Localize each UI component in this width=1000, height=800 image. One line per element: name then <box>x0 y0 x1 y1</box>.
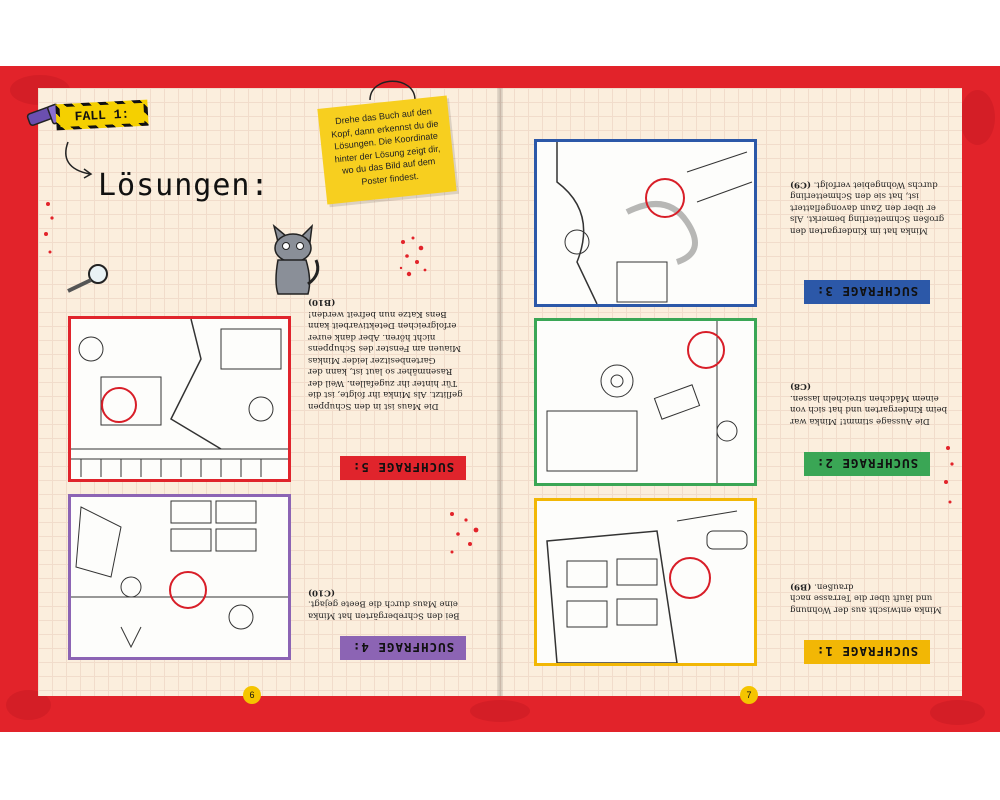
question-label-4: SUCHFRAGE 4: <box>340 636 466 660</box>
question-label-5: SUCHFRAGE 5: <box>340 456 466 480</box>
red-dots-decoration <box>940 440 960 520</box>
paint-splatter <box>960 90 995 145</box>
drawing-kindergarten-playground <box>537 142 754 304</box>
answer-text-5 <box>308 296 468 411</box>
drawing-apartment-building <box>537 501 754 663</box>
question-label-3: SUCHFRAGE 3: <box>804 280 930 304</box>
red-dots-decoration <box>395 232 433 284</box>
badge-label: FALL 1: <box>60 103 145 127</box>
answer-1-coordinate: (B9) <box>790 581 812 592</box>
instruction-note <box>317 95 456 204</box>
solution-circle <box>645 178 685 218</box>
cat-icon <box>264 224 324 300</box>
instruction-text: Drehe das Buch auf den Kopf, dann erkennst du die Lösungen. Die Koordinate hinter der Lösung zeigt dir, wo du das Bild auf dem Poster findest. <box>330 106 441 187</box>
question-label-2: SUCHFRAGE 2: <box>804 452 930 476</box>
page-fold <box>497 88 503 696</box>
answer-2-body: Die Aussage stimmt! Minka war beim Kindergarten und hat sich von einem Mädchen streicheln lassen. <box>790 393 948 426</box>
page-title: Lösungen: <box>98 168 270 203</box>
red-dots-decoration <box>40 196 60 266</box>
case-badge <box>18 98 148 138</box>
curved-arrow-icon <box>60 140 100 180</box>
answer-text-3 <box>790 178 950 236</box>
red-dots-decoration <box>442 506 486 566</box>
paint-splatter <box>470 700 530 722</box>
magnifier-icon <box>62 262 112 294</box>
answer-text-1 <box>790 580 950 615</box>
answer-5-coordinate: (B10) <box>308 297 336 308</box>
answer-4-coordinate: (C10) <box>308 587 335 598</box>
solution-circle <box>101 387 137 423</box>
solution-image-5 <box>68 316 291 482</box>
answer-1-body: Minka entwischt aus der Wohnung und läuft über die Terrasse nach draußen. <box>790 581 942 615</box>
solution-circle <box>669 557 711 599</box>
caution-tape-badge <box>55 100 148 131</box>
answer-text-4 <box>308 586 468 621</box>
page-number-right: 7 <box>740 686 758 704</box>
answer-text-2 <box>790 380 950 426</box>
solution-image-1 <box>534 498 757 666</box>
solution-circle <box>169 571 207 609</box>
solution-circle <box>687 331 725 369</box>
answer-3-body: Minka hat im Kindergarten den großen Schmetterling bemerkt. Als er über den Zaun davongeflattert ist, hat sie den Schmetterling durchs Wohngebiet verfolgt. <box>790 179 945 236</box>
solution-image-4 <box>68 494 291 660</box>
answer-3-coordinate: (C9) <box>790 179 811 190</box>
answer-2-coordinate: (C8) <box>790 381 811 392</box>
paint-splatter <box>930 700 985 725</box>
answer-5-body: Die Maus ist in den Schuppen geflitzt. Als Minka ihr folgte, ist die Tür hinter ihr zugefallen. Weil der Rasenmäher so laut ist, kann der Gartenbesitzer leider Minkas Miauen am Fenster des Schuppens nicht hören. Aber dank eurer erfolgreichen Detektivarbeit kann Bens Katze nun befreit werden! <box>308 309 463 411</box>
solution-image-3 <box>534 139 757 307</box>
page-number-left: 6 <box>243 686 261 704</box>
solution-image-2 <box>534 318 757 486</box>
answer-4-body: Bei den Schrebergärten hat Minka eine Maus durch die Beete gejagt. <box>308 599 460 621</box>
question-label-1: SUCHFRAGE 1: <box>804 640 930 664</box>
